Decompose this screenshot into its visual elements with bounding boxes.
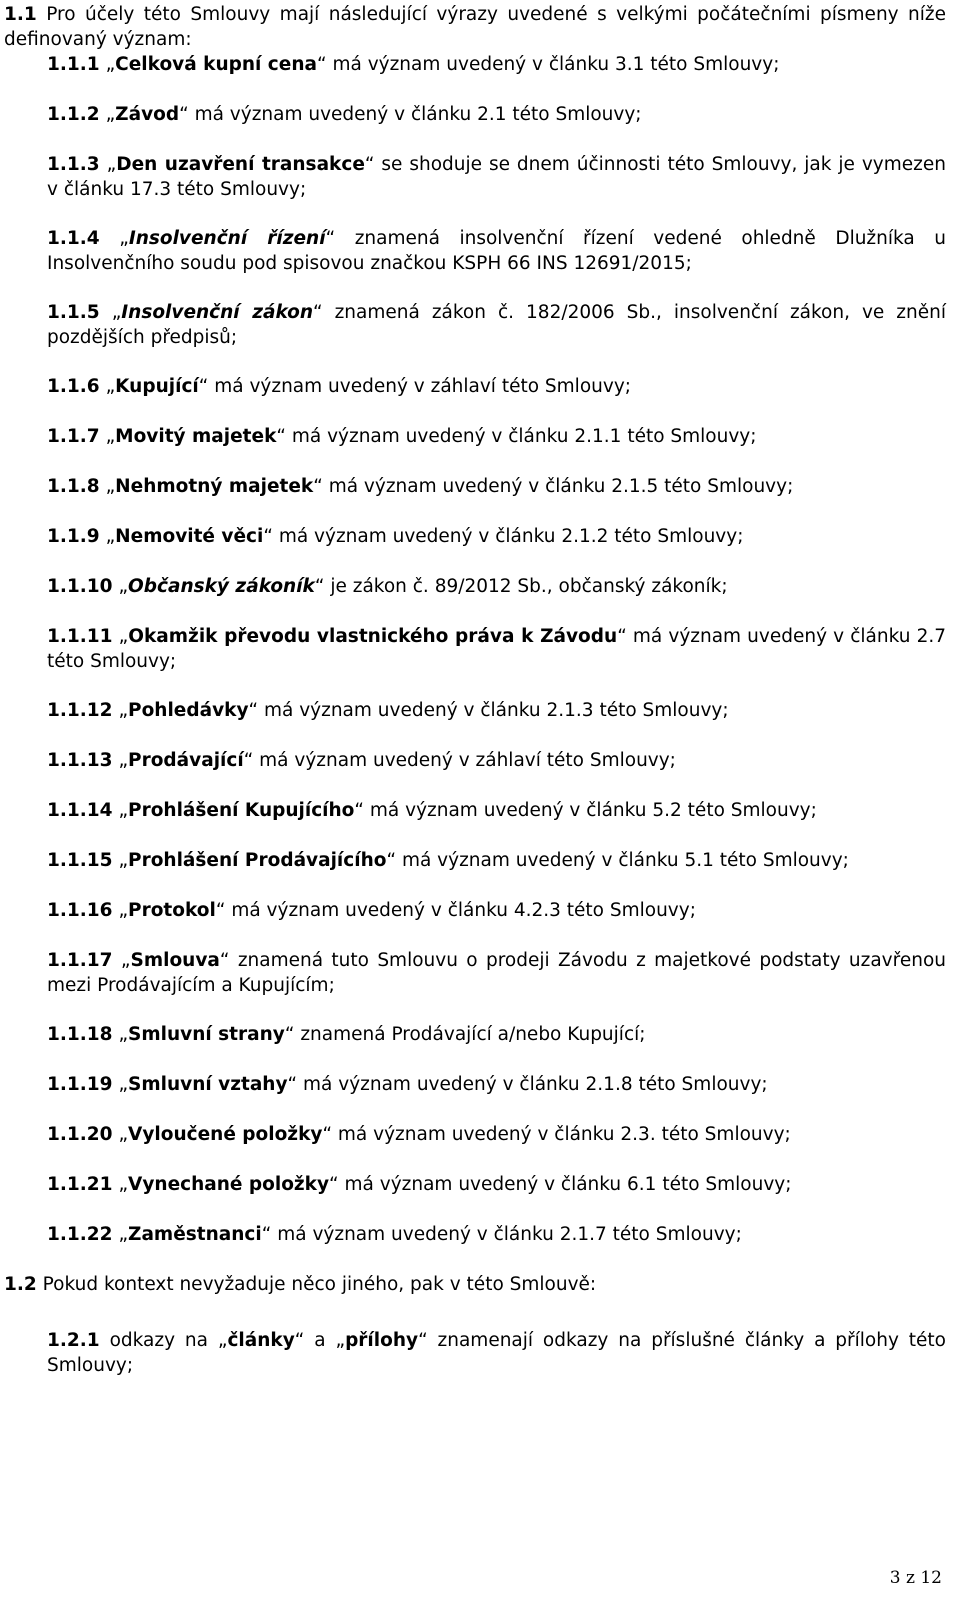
clause-number: 1.1.8 bbox=[47, 476, 100, 497]
definition-1-1-13: 1.1.13 „Prodávající“ má význam uvedený v záhlaví této Smlouvy; bbox=[47, 750, 676, 771]
clause-number: 1.1.20 bbox=[47, 1124, 113, 1145]
definition-text: má význam uvedený v záhlaví této Smlouvy; bbox=[253, 750, 676, 771]
defined-term: Prohlášení Kupujícího bbox=[128, 800, 355, 821]
defined-term: Vyloučené položky bbox=[128, 1124, 323, 1145]
definition-1-1-4: 1.1.4 „Insolvenční řízení“ znamená insolvenční řízení vedené ohledně Dlužníka u Insolvenčního soudu pod spisovou značkou KSPH 66 INS 12691/2015; bbox=[47, 228, 946, 274]
clause-number: 1.1.21 bbox=[47, 1174, 113, 1195]
definition-1-1-15: 1.1.15 „Prohlášení Prodávajícího“ má význam uvedený v článku 5.1 této Smlouvy; bbox=[47, 850, 849, 871]
definition-1-1-9: 1.1.9 „Nemovité věci“ má význam uvedený v článku 2.1.2 této Smlouvy; bbox=[47, 526, 744, 547]
defined-term: Smluvní strany bbox=[128, 1024, 285, 1045]
defined-term: Okamžik převodu vlastnického práva k Závodu bbox=[128, 626, 618, 647]
clause-number: 1.1.5 bbox=[47, 302, 100, 323]
clause-number: 1.1.2 bbox=[47, 104, 100, 125]
definition-1-1-7: 1.1.7 „Movitý majetek“ má význam uvedený v článku 2.1.1 této Smlouvy; bbox=[47, 426, 757, 447]
defined-term: Občanský zákoník bbox=[128, 576, 315, 597]
definition-text: má význam uvedený v článku 4.2.3 této Smlouvy; bbox=[225, 900, 696, 921]
clause-number: 1.1.17 bbox=[47, 950, 113, 971]
clause-number: 1.1.15 bbox=[47, 850, 113, 871]
clause-number: 1.1.22 bbox=[47, 1224, 113, 1245]
defined-term: články bbox=[227, 1330, 295, 1351]
definition-text: se shoduje se dnem účinnosti této Smlouvy, jak je vymezen v článku 17.3 této Smlouvy; bbox=[47, 154, 946, 200]
clause-number: 1.1 bbox=[4, 4, 37, 25]
definition-text: má význam uvedený v článku 5.2 této Smlouvy; bbox=[364, 800, 817, 821]
definition-1-1-2: 1.1.2 „Závod“ má význam uvedený v článku 2.1 této Smlouvy; bbox=[47, 104, 642, 125]
definition-1-1-16: 1.1.16 „Protokol“ má význam uvedený v článku 4.2.3 této Smlouvy; bbox=[47, 900, 696, 921]
defined-term: Smlouva bbox=[130, 950, 220, 971]
definition-text: znamená tuto Smlouvu o prodeji Závodu z majetkové podstaty uzavřenou mezi Prodávajícím a Kupujícím; bbox=[47, 950, 946, 996]
clause-number: 1.1.12 bbox=[47, 700, 113, 721]
page-number: 3 z 12 bbox=[889, 1568, 942, 1588]
definition-text: má význam uvedený v článku 6.1 této Smlouvy; bbox=[338, 1174, 792, 1195]
definition-text: má význam uvedený v článku 2.1 této Smlouvy; bbox=[188, 104, 642, 125]
definition-text: má význam uvedený v článku 2.1.8 této Smlouvy; bbox=[297, 1074, 768, 1095]
defined-term: Movitý majetek bbox=[115, 426, 277, 447]
clause-number: 1.2 bbox=[4, 1274, 37, 1295]
definition-text: znamená Prodávající a/nebo Kupující; bbox=[294, 1024, 646, 1045]
definition-1-1-8: 1.1.8 „Nehmotný majetek“ má význam uvedený v článku 2.1.5 této Smlouvy; bbox=[47, 476, 794, 497]
definition-1-1-17: 1.1.17 „Smlouva“ znamená tuto Smlouvu o prodeji Závodu z majetkové podstaty uzavřenou mezi Prodávajícím a Kupujícím; bbox=[47, 950, 946, 996]
clause-1-1 bbox=[4, 2, 946, 52]
definition-1-1-1: 1.1.1 „Celková kupní cena“ má význam uvedený v článku 3.1 této Smlouvy; bbox=[47, 54, 780, 75]
defined-term: Nemovité věci bbox=[115, 526, 264, 547]
clause-number: 1.1.18 bbox=[47, 1024, 113, 1045]
definition-1-1-11: 1.1.11 „Okamžik převodu vlastnického práva k Závodu“ má význam uvedený v článku 2.7 této Smlouvy; bbox=[47, 626, 946, 672]
clause-number: 1.1.19 bbox=[47, 1074, 113, 1095]
defined-term: Nehmotný majetek bbox=[115, 476, 314, 497]
clause-text: Pro účely této Smlouvy mají následující výrazy uvedené s velkými počátečními písmeny níže definovaný význam: bbox=[4, 4, 946, 50]
clause-text: Pokud kontext nevyžaduje něco jiného, pak v této Smlouvě: bbox=[36, 1274, 597, 1295]
definition-1-1-6: 1.1.6 „Kupující“ má význam uvedený v záhlaví této Smlouvy; bbox=[47, 376, 631, 397]
definition-text: má význam uvedený v článku 3.1 této Smlouvy; bbox=[326, 54, 780, 75]
definition-1-1-3: 1.1.3 „Den uzavření transakce“ se shoduje se dnem účinnosti této Smlouvy, jak je vymezen v článku 17.3 této Smlouvy; bbox=[47, 154, 946, 200]
definition-text: je zákon č. 89/2012 Sb., občanský zákoník; bbox=[324, 576, 728, 597]
definition-1-1-14: 1.1.14 „Prohlášení Kupujícího“ má význam uvedený v článku 5.2 této Smlouvy; bbox=[47, 800, 817, 821]
definition-text: znamená insolvenční řízení vedené ohledně Dlužníka u Insolvenčního soudu pod spisovou značkou KSPH 66 INS 12691/2015; bbox=[47, 228, 946, 274]
clause-number: 1.1.10 bbox=[47, 576, 113, 597]
defined-term: přílohy bbox=[345, 1330, 419, 1351]
defined-term: Smluvní vztahy bbox=[128, 1074, 288, 1095]
definition-1-1-12: 1.1.12 „Pohledávky“ má význam uvedený v článku 2.1.3 této Smlouvy; bbox=[47, 700, 729, 721]
definition-text: má význam uvedený v článku 2.7 této Smlouvy; bbox=[47, 626, 946, 672]
definition-1-1-21: 1.1.21 „Vynechané položky“ má význam uvedený v článku 6.1 této Smlouvy; bbox=[47, 1174, 792, 1195]
defined-term: Prohlášení Prodávajícího bbox=[128, 850, 387, 871]
clause-number: 1.1.11 bbox=[47, 626, 113, 647]
clause-number: 1.1.4 bbox=[47, 228, 100, 249]
defined-term: Zaměstnanci bbox=[128, 1224, 262, 1245]
clause-1-2 bbox=[4, 1272, 946, 1297]
defined-term: Insolvenční řízení bbox=[128, 228, 326, 249]
clause-number: 1.1.6 bbox=[47, 376, 100, 397]
definition-1-1-22: 1.1.22 „Zaměstnanci“ má význam uvedený v článku 2.1.7 této Smlouvy; bbox=[47, 1224, 742, 1245]
definition-1-2-1: 1.2.1 odkazy na „články“ a „přílohy“ znamenají odkazy na příslušné články a přílohy této Smlouvy; bbox=[47, 1330, 946, 1376]
definition-1-1-20: 1.1.20 „Vyloučené položky“ má význam uvedený v článku 2.3. této Smlouvy; bbox=[47, 1124, 791, 1145]
defined-term: Celková kupní cena bbox=[115, 54, 317, 75]
definition-text: má význam uvedený v článku 5.1 této Smlouvy; bbox=[396, 850, 849, 871]
defined-term: Vynechané položky bbox=[128, 1174, 330, 1195]
definition-1-1-18: 1.1.18 „Smluvní strany“ znamená Prodávající a/nebo Kupující; bbox=[47, 1024, 646, 1045]
definition-1-1-10: 1.1.10 „Občanský zákoník“ je zákon č. 89/2012 Sb., občanský zákoník; bbox=[47, 576, 728, 597]
definition-text: znamenají odkazy na příslušné články a přílohy této Smlouvy; bbox=[47, 1330, 946, 1376]
clause-number: 1.1.14 bbox=[47, 800, 113, 821]
defined-term: Pohledávky bbox=[128, 700, 249, 721]
clause-number: 1.1.1 bbox=[47, 54, 100, 75]
defined-term: Prodávající bbox=[128, 750, 244, 771]
clause-number: 1.1.3 bbox=[47, 154, 100, 175]
defined-term: Den uzavření transakce bbox=[116, 154, 365, 175]
definition-text: má význam uvedený v článku 2.3. této Smlouvy; bbox=[332, 1124, 791, 1145]
definition-text: má význam uvedený v článku 2.1.7 této Smlouvy; bbox=[271, 1224, 742, 1245]
defined-term: Kupující bbox=[115, 376, 199, 397]
clause-number: 1.2.1 bbox=[47, 1330, 100, 1351]
definition-text: má význam uvedený v článku 2.1.1 této Smlouvy; bbox=[285, 426, 757, 447]
defined-term: Insolvenční zákon bbox=[121, 302, 313, 323]
clause-number: 1.1.9 bbox=[47, 526, 100, 547]
definition-1-1-5: 1.1.5 „Insolvenční zákon“ znamená zákon č. 182/2006 Sb., insolvenční zákon, ve znění pozdějších předpisů; bbox=[47, 302, 946, 348]
defined-term: Závod bbox=[115, 104, 180, 125]
definition-text: má význam uvedený v článku 2.1.2 této Smlouvy; bbox=[272, 526, 744, 547]
definition-text: má význam uvedený v záhlaví této Smlouvy; bbox=[208, 376, 631, 397]
definition-1-1-19: 1.1.19 „Smluvní vztahy“ má význam uvedený v článku 2.1.8 této Smlouvy; bbox=[47, 1074, 768, 1095]
clause-number: 1.1.16 bbox=[47, 900, 113, 921]
definition-text: znamená zákon č. 182/2006 Sb., insolvenční zákon, ve znění pozdějších předpisů; bbox=[47, 302, 946, 348]
clause-number: 1.1.13 bbox=[47, 750, 113, 771]
definition-text: má význam uvedený v článku 2.1.3 této Smlouvy; bbox=[258, 700, 729, 721]
definition-text: má význam uvedený v článku 2.1.5 této Smlouvy; bbox=[322, 476, 794, 497]
clause-number: 1.1.7 bbox=[47, 426, 100, 447]
defined-term: Protokol bbox=[128, 900, 216, 921]
